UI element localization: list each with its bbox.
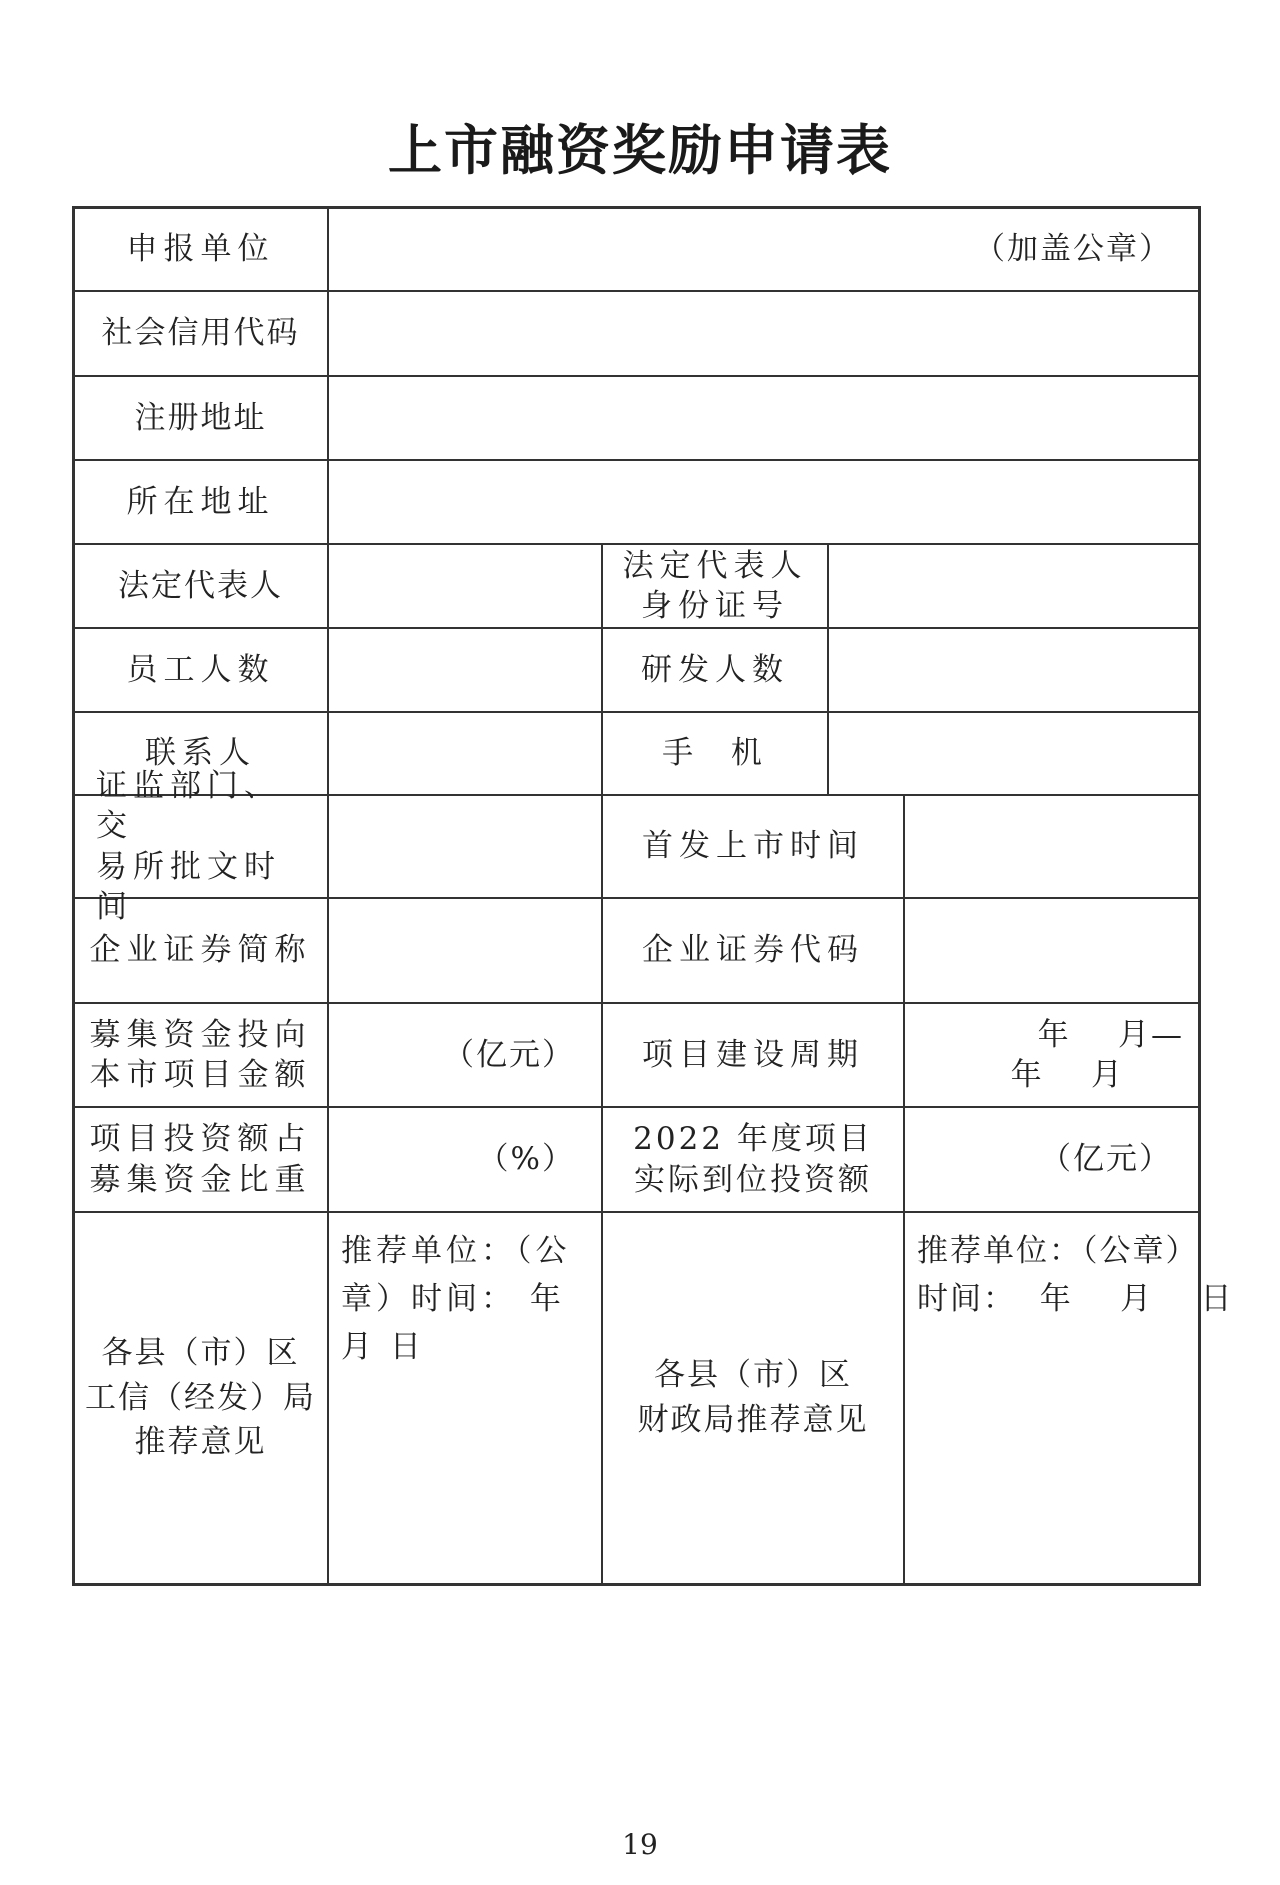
- rd-count-label: 研发人数: [641, 651, 789, 688]
- location-address-field[interactable]: [329, 461, 1198, 543]
- table-border-bottom: [72, 1583, 1200, 1586]
- fund-amount-label-line1: 募集资金投向: [89, 1016, 312, 1053]
- period-start: 年 月—: [1037, 1016, 1184, 1053]
- county-finance-line2: 财政局推荐意见: [637, 1402, 869, 1438]
- county-industry-label: [74, 1213, 327, 1583]
- security-code-label: 企业证券代码: [642, 932, 864, 969]
- finance-reco-line1: 推荐单位：（公章）: [917, 1233, 1199, 1269]
- table-border-right: [1198, 206, 1201, 1586]
- legal-rep-id-label-line2: 身份证号: [641, 588, 789, 624]
- legal-rep-id-label: [603, 545, 827, 627]
- fund-amount-field[interactable]: [329, 1004, 601, 1106]
- fund-amount-label-line2: 本市项目金额: [89, 1057, 312, 1093]
- county-industry-line1: 各县（市）区: [101, 1334, 300, 1371]
- ratio-unit: （%）: [477, 1141, 575, 1178]
- location-address-label: 所在地址: [126, 483, 275, 520]
- finance-reco-line2: 时间： 年 月 日: [917, 1281, 1234, 1318]
- actual-invest-label-line2: 实际到位投资额: [634, 1161, 872, 1198]
- registered-address-label: 注册地址: [134, 399, 267, 436]
- approval-time-field[interactable]: [329, 796, 601, 897]
- period-end: 年 月: [1010, 1057, 1124, 1093]
- ipo-time-field[interactable]: [905, 796, 1198, 897]
- employee-count-field[interactable]: [329, 629, 601, 711]
- finance-reco-field[interactable]: [905, 1213, 1234, 1583]
- ratio-field[interactable]: [329, 1108, 601, 1211]
- applicant-unit-label: 申报单位: [126, 230, 275, 267]
- page-title: 上市融资奖励申请表: [388, 118, 892, 182]
- security-code-field[interactable]: [905, 899, 1198, 1002]
- county-industry-line3: 推荐意见: [134, 1424, 267, 1461]
- ratio-label-line1: 项目投资额占: [89, 1121, 312, 1158]
- project-period-label: 项目建设周期: [642, 1036, 864, 1073]
- contact-label: 联系人: [145, 735, 256, 772]
- registered-address-field[interactable]: [329, 377, 1198, 459]
- approval-time-label-line1: 证监部门、交: [96, 767, 281, 845]
- security-abbr-field[interactable]: [329, 899, 601, 1002]
- ipo-time-label: 首发上市时间: [642, 828, 864, 865]
- mobile-field[interactable]: [829, 713, 1198, 794]
- actual-unit: （亿元）: [1040, 1141, 1172, 1178]
- security-abbr-label: 企业证券简称: [89, 932, 312, 969]
- industry-reco-field[interactable]: [329, 1213, 601, 1583]
- industry-reco-text: 推荐单位：（公章）时间： 年 月 日: [341, 1233, 571, 1366]
- county-finance-line1: 各县（市）区: [654, 1357, 852, 1394]
- employee-count-label: 员工人数: [126, 651, 275, 688]
- mobile-label: 手 机: [662, 735, 768, 772]
- applicant-unit-field[interactable]: [329, 208, 1198, 290]
- legal-rep-field[interactable]: [329, 545, 601, 627]
- rd-count-field[interactable]: [829, 629, 1198, 711]
- legal-rep-id-label-line1: 法定代表人: [622, 547, 808, 584]
- seal-note: （加盖公章）: [974, 230, 1172, 267]
- ratio-label-line2: 募集资金比重: [89, 1161, 312, 1198]
- fund-amount-label: [74, 1004, 327, 1106]
- contact-field[interactable]: [329, 713, 601, 794]
- legal-rep-id-field[interactable]: [829, 545, 1198, 627]
- fund-unit: （亿元）: [443, 1036, 575, 1073]
- actual-invest-label: [603, 1108, 903, 1211]
- county-finance-label: [603, 1213, 903, 1583]
- credit-code-label: 社会信用代码: [101, 315, 300, 352]
- legal-rep-label: 法定代表人: [118, 567, 283, 604]
- actual-invest-label-line1: 2022 年度项目: [633, 1121, 873, 1158]
- ratio-label: [74, 1108, 327, 1211]
- county-industry-line2: 工信（经发）局: [85, 1379, 316, 1416]
- project-period-field[interactable]: [905, 1004, 1198, 1106]
- credit-code-field[interactable]: [329, 292, 1198, 375]
- approval-time-label-line2: 易所批文时间: [96, 848, 281, 925]
- page-number: 19: [622, 1828, 658, 1861]
- actual-invest-field[interactable]: [905, 1108, 1198, 1211]
- approval-time-label: [74, 767, 327, 925]
